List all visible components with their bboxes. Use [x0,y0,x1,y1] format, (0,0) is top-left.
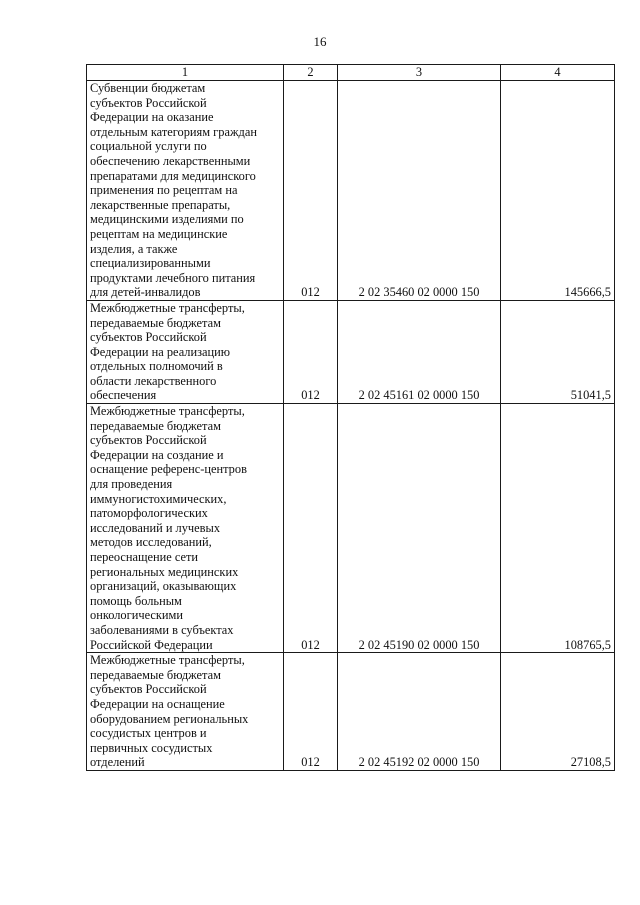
description-line: лекарственные препараты, [90,197,231,212]
description-line: рецептам на медицинские [90,226,228,241]
row-amount: 27108,5 [501,653,615,771]
description-line: Межбюджетные трансферты, [90,653,245,668]
row-code: 012 [284,404,338,653]
description-line: субъектов Российской [90,95,207,110]
description-line: препаратами для медицинского [90,168,256,183]
description-line: обеспечению лекарственными [90,153,251,168]
row-description [87,653,284,771]
budget-table [86,64,615,771]
description-line: переоснащение сети [90,550,199,564]
row-amount: 108765,5 [501,404,615,653]
description-line: исследований и лучевых [90,520,221,535]
column-header-3: 3 [338,65,501,81]
row-kbk: 2 02 35460 02 0000 150 [338,81,501,301]
description-line: Федерации на создание и [90,447,224,462]
column-header-2: 2 [284,65,338,81]
row-code: 012 [284,81,338,301]
description-line: специализированными [90,256,211,271]
row-code: 012 [284,300,338,403]
description-line: Межбюджетные трансферты, [90,404,245,419]
description-line: субъектов Российской [90,433,207,448]
description-line: субъектов Российской [90,330,207,345]
description-line: сосудистых центров и [90,726,207,741]
description-line: обеспечения [90,388,157,403]
row-kbk: 2 02 45161 02 0000 150 [338,300,501,403]
description-line: Межбюджетные трансферты, [90,300,245,315]
description-line: первичных сосудистых [90,740,213,755]
row-amount: 145666,5 [501,81,615,301]
description-line: субъектов Российской [90,682,207,697]
row-code: 012 [284,653,338,771]
description-line: продуктами лечебного питания [90,270,256,285]
description-line: Российской Федерации [90,637,213,652]
description-line: патоморфологических [90,506,208,521]
description-line: Федерации на оказание [90,110,214,125]
table-row [87,653,615,771]
description-line: отдельным категориям граждан [90,124,257,139]
description-line: Субвенции бюджетам [90,81,206,95]
page-number: 16 [313,34,327,49]
description-line: для детей-инвалидов [90,285,201,300]
row-kbk: 2 02 45192 02 0000 150 [338,653,501,771]
description-line: региональных медицинских [90,564,239,579]
description-line: для проведения [90,477,173,492]
description-line: медицинскими изделиями по [90,212,244,227]
description-line: заболеваниями в субъектах [90,622,234,637]
description-line: изделия, а также [90,241,178,256]
description-line: применения по рецептам на [90,183,238,198]
description-line: организаций, оказывающих [90,579,237,594]
row-description [87,404,284,653]
column-header-4: 4 [501,65,615,81]
description-line: передаваемые бюджетам [90,315,221,330]
table-row [87,300,615,403]
table-header-row [87,65,615,81]
description-line: онкологическими [90,608,184,623]
row-description [87,300,284,403]
description-line: Федерации на реализацию [90,344,231,359]
description-line: отделений [90,755,145,770]
table-row [87,404,615,653]
column-header-1: 1 [87,65,284,81]
description-line: помощь больным [90,593,182,608]
description-line: оборудованием региональных [90,711,249,726]
table-body [87,81,615,771]
description-line: социальной услуги по [90,139,207,154]
description-line: передаваемые бюджетам [90,418,221,433]
description-line: методов исследований, [90,535,212,550]
description-line: отдельных полномочий в [90,359,223,374]
row-amount: 51041,5 [501,300,615,403]
table-row [87,81,615,301]
description-line: передаваемые бюджетам [90,667,221,682]
description-line: области лекарственного [90,373,217,388]
row-kbk: 2 02 45190 02 0000 150 [338,404,501,653]
description-line: Федерации на оснащение [90,696,225,711]
description-line: оснащение референс-центров [90,462,247,477]
row-description [87,81,284,301]
description-line: иммуногистохимических, [90,491,227,506]
